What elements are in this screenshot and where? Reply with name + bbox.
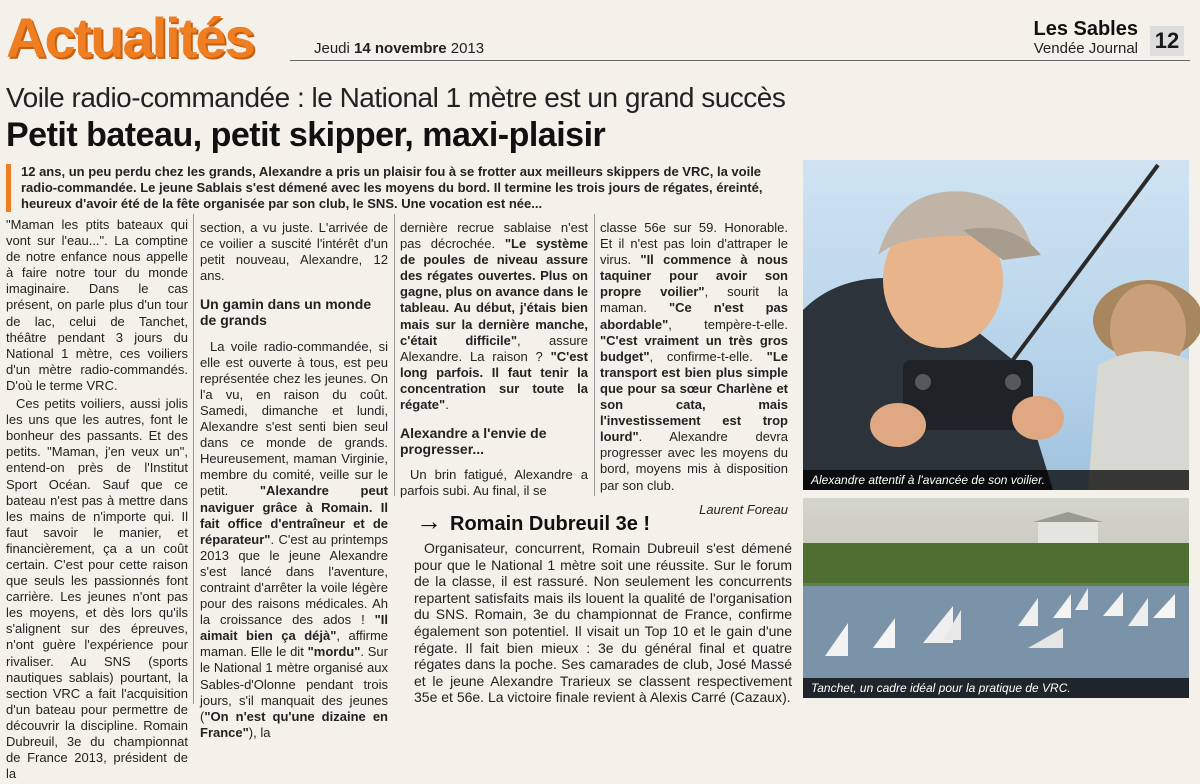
date-day: 14 novembre [354,40,447,57]
article-headline: Petit bateau, petit skipper, maxi-plaisir [6,116,606,154]
arrow-right-icon: → [416,506,442,536]
col2-text: ), la [248,724,271,740]
col4-text: , tempère-t-elle. [668,316,788,332]
column-rule-1 [193,214,194,704]
col4-text: . Alexandre devra progresser avec les moyens du bord, moyens mis à disposition par son club. [600,429,788,493]
sidebar-title-text: Romain Dubreuil 3e ! [450,513,651,535]
col2-subheading: Un gamin dans un monde de grands [200,296,372,329]
photo-tanchet-lake [803,498,1189,698]
quote: "Alexandre peut naviguer grâce à Romain. Il fait office d'entraîneur et de réparateur" [200,483,388,547]
col3-subheading: Alexandre a l'envie de progresser... [400,425,547,458]
date-year: 2013 [446,40,485,57]
masthead-rule [290,60,1190,61]
article-kicker: Voile radio-commandée : le National 1 mètre est un grand succès [6,82,786,113]
col2-text: . C'est au printemps 2013 que le jeune Alexandre s'est lancé dans l'aventure, contraint d'arrêter la voile légère pour des raisons médicales. Ah la croissance des ados ! [200,531,388,628]
photo-caption: Tanchet, un cadre idéal pour la pratique de VRC. [803,678,1189,698]
quote: "Il commence à nous taquiner pour avoir son propre voilier" [600,252,788,300]
col3-text: dernière recrue sablaise n'est pas décrochée. [400,220,588,252]
col3-text: , assure Alexandre. La raison ? [400,332,588,364]
col2-text: , affirme maman. Elle le dit [200,628,388,660]
col2-paragraph [200,339,388,741]
quote: "mordu" [307,644,361,660]
quote: "C'est vraiment un très gros budget" [600,332,788,364]
col1-paragraph: "Maman les ptits bateaux qui vont sur l'eau...". La comptine de notre enfance nous appelle à faire notre tour du monde imaginaire. Dans le cas présent, on parle plus d'un tour de lac, celui de Tanchet, théâtre pendant 3 jours du National 1 mètre, ces voiliers d'un mètre radio-commandés. D'où le terme VRC. [6,217,188,393]
masthead [0,0,1200,80]
sidebar-body: Organisateur, concurrent, Romain Dubreuil s'est démené pour que le National 1 mètre soit une réussite. Sur le forum de la classe, il est rassuré. Non seulement les concurrents repartent satisfaits mais ils louent la qualité de l'organisation du SNS. Romain, 3e du championnat de France, confirme également son potentiel. Il visait un Top 10 et le gain d'une régate. Il fait bien mieux : 3e du général final et quatre régates dans la poche. Ses camarades de club, José Massé et le jeune Alexandre Trarieux se classent respectivement 35e et 56e. La victoire finale revient à Alexis Carré (Cazaux). [414,540,792,706]
quote: "Le transport est bien plus simple que pour sa sœur Charlène et son cata, mais l'investissement est trop lourd" [600,348,788,445]
quote: "C'est long parfois. Il faut tenir la concentration sur toute la régate" [400,348,588,413]
article-chapeau: 12 ans, un peu perdu chez les grands, Alexandre a pris un plaisir fou à se frotter aux meilleurs skippers de VRC, la voile radio-commandée. Le jeune Sablais s'est démené avec les moyens du bord. Il termine les trois jours de régates, éreinté, heureux d'avoir été de la fête organisée par son club, le SNS. Une vocation est née... [6,164,790,212]
sidebar-title [416,506,650,537]
col3-paragraph: Un brin fatigué, Alexandre a parfois subi. Au final, il se [400,467,588,499]
col4-paragraph [600,220,788,494]
section-title: Actualités [6,6,254,69]
col4-text: , sourit la maman. [600,284,788,316]
date-line [314,40,484,57]
col4-text: , confirme-t-elle. [649,348,767,364]
article-column-4 [600,220,788,518]
article-byline: Laurent Foreau [699,501,788,517]
col1-paragraph: Ces petits voiliers, aussi jolis les uns que les autres, font le bonheur des passants. Et des petits. "Maman, j'en veux un", entend-on près de l'Institut Sport Océan. Sauf que ce bateau n'est pas à mettre dans les mains de n'importe qui. Il faut savoir le manier, et financièrement, ça a un coût certain. C'est pour cette raison que seuls les passionnés font carrière. Les jeunes n'ont pas les moyens, et dès lors qu'ils s'alignent sur des épreuves, n'ont guère l'expérience pour rivaliser. Au SNS (sports nautiques sablais) pourtant, la section VRC a fait l'acquisition d'un bateau pour permettre de découvrir la discipline. Romain Dubreuil, 3e du championnat de France 2013, président de la [6,396,188,782]
column-rule-3 [594,214,595,496]
col3-text: . [445,397,449,413]
quote: "On n'est qu'une dizaine en France" [200,708,388,740]
col4-text: classe 56e sur 59. Honorable. Et il n'est pas loin d'attraper le virus. [600,220,788,268]
quote: "Il aimait bien ça déjà" [200,612,388,644]
photo-alexandre [803,160,1189,490]
paper-subtitle: Vendée Journal [1033,40,1138,57]
photo-alexandre-illustration [803,160,1189,490]
col2-paragraph: section, a vu juste. L'arrivée de ce voilier a suscité l'intérêt d'un petit nouveau, Alexandre, 12 ans. [200,220,388,284]
quote: "Le système de poules de niveau assure des régates ouvertes. Plus on gagne, plus on avance dans le tableau. Au début, j'étais bien mais sur la dernière manche, c'était difficile" [400,236,588,348]
date-weekday: Jeudi [314,40,355,57]
photo-tanchet-illustration [803,498,1189,698]
article-column-2 [200,220,388,743]
paper-name: Les Sables [1033,18,1138,40]
col3-paragraph [400,220,588,413]
col2-text: . Sur le National 1 mètre organisé aux Sables-d'Olonne pendant trois jours, s'il manquait des jeunes ( [200,644,388,724]
article-column-1 [6,217,188,784]
col2-text: La voile radio-commandée, si elle est ouverte à tous, est peu représentée chez les jeunes. On l'a vu, en raison du coût. Samedi, dimanche et lundi, Alexandre s'est senti bien seul dans ce monde de grands. Heureusement, maman Virginie, membre du comité, veille sur le petit. [200,338,388,499]
column-rule-2 [394,214,395,496]
quote: "Ce n'est pas abordable" [600,300,788,332]
article-column-3 [400,220,588,502]
photo-caption: Alexandre attentif à l'avancée de son voilier. [803,470,1189,490]
page-number: 12 [1150,26,1184,56]
